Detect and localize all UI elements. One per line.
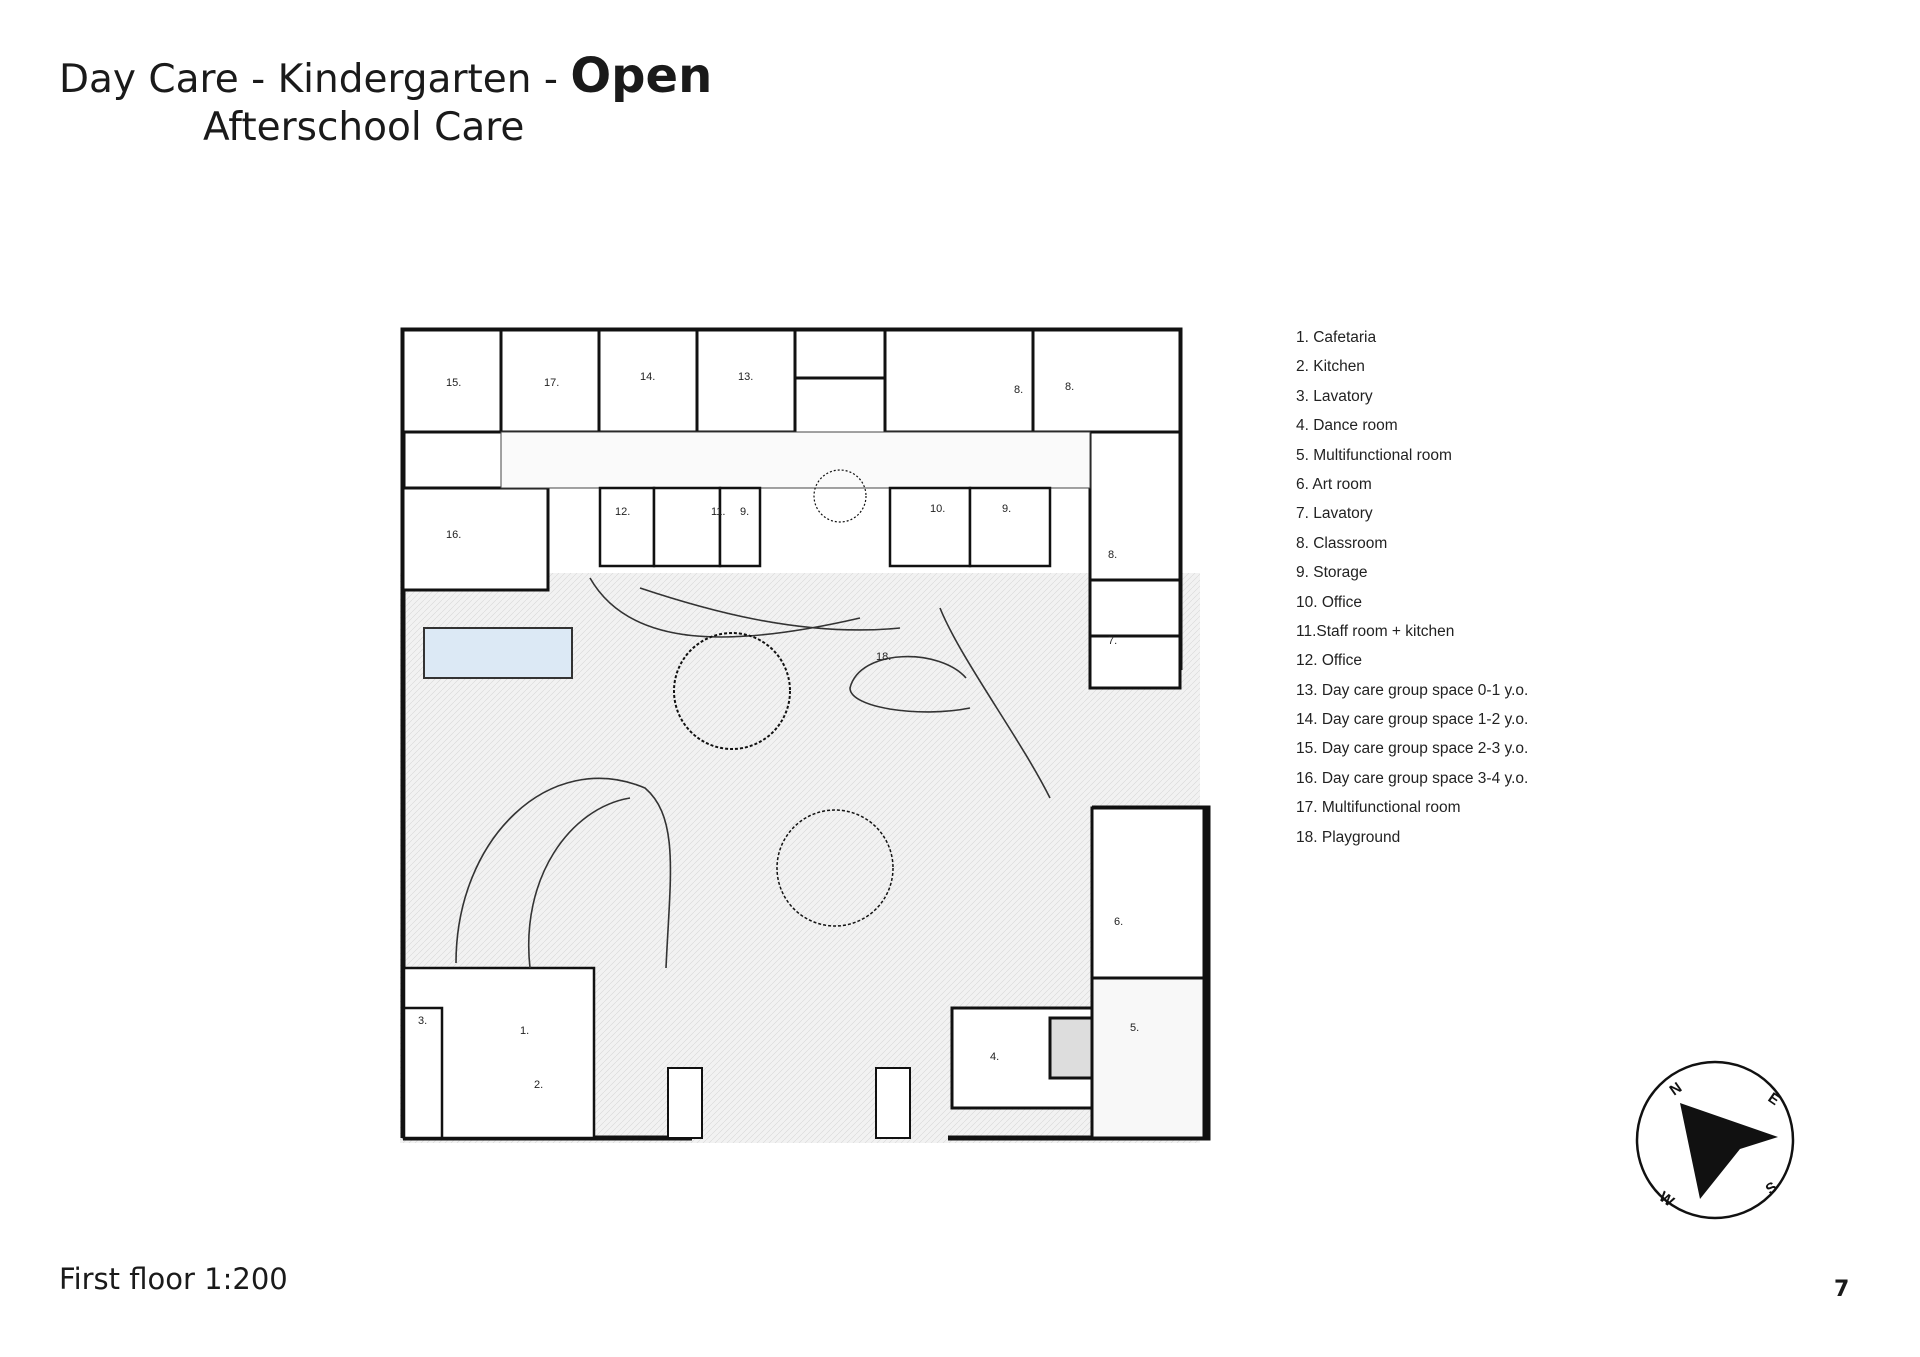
legend-item: 6. Art room (1296, 475, 1372, 493)
legend-item: 1. Cafetaria (1296, 329, 1377, 346)
room-label-2: 2. (534, 1079, 544, 1091)
room-label-12: 12. (615, 506, 631, 518)
title-text: Day Care - Kindergarten - (59, 57, 571, 102)
room-label-4: 4. (990, 1051, 1000, 1063)
room-label-7: 7. (1108, 635, 1118, 647)
room-label-3: 3. (418, 1015, 428, 1027)
legend-item: 15. Day care group space 2-3 y.o. (1296, 740, 1529, 758)
page-title (59, 48, 713, 104)
room-legend (1296, 323, 1528, 852)
legend-item: 9. Storage (1296, 564, 1368, 582)
corridor (501, 432, 1090, 488)
legend-item: 7. Lavatory (1296, 505, 1373, 523)
room-label-11: 11. (711, 506, 726, 518)
room-label-6: 6. (1114, 916, 1124, 928)
legend-item: 11.Staff room + kitchen (1296, 622, 1455, 640)
room-label-15: 15. (446, 377, 462, 389)
floor-scale-label: First floor 1:200 (59, 1262, 288, 1296)
floor-plan (400, 318, 1240, 1158)
legend-item: 18. Playground (1296, 828, 1401, 846)
legend-item: 4. Dance room (1296, 417, 1398, 435)
compass-e: E (1764, 1089, 1783, 1110)
legend-item: 3. Lavatory (1296, 387, 1373, 405)
room-label-8c: 8. (1108, 549, 1118, 561)
pool (424, 628, 572, 678)
page-subtitle: Afterschool Care (203, 105, 525, 150)
room-label-9b: 9. (1002, 503, 1012, 515)
room-label-14: 14. (640, 371, 656, 383)
legend-item: 5. Multifunctional room (1296, 446, 1452, 464)
room-label-9a: 9. (740, 506, 750, 518)
legend-item: 13. Day care group space 0-1 y.o. (1296, 681, 1529, 699)
compass-s: S (1762, 1178, 1781, 1199)
southwest-block (404, 968, 594, 1138)
compass-n: N (1666, 1079, 1686, 1100)
room-label-18: 18. (876, 651, 892, 663)
room-label-8a: 8. (1014, 384, 1024, 396)
page-number: 7 (1834, 1277, 1850, 1302)
north-arrow-compass (1628, 1053, 1802, 1227)
legend-item: 10. Office (1296, 593, 1363, 611)
legend-item: 17. Multifunctional room (1296, 799, 1461, 817)
title-emphasis: Open (570, 48, 713, 104)
legend-item: 8. Classroom (1296, 534, 1388, 552)
legend-item: 12. Office (1296, 652, 1363, 670)
room-label-16: 16. (446, 529, 462, 541)
room-label-13: 13. (738, 371, 754, 383)
room-label-8b: 8. (1065, 381, 1075, 393)
room-label-17: 17. (544, 377, 560, 389)
legend-item: 2. Kitchen (1296, 358, 1365, 376)
central-block (600, 488, 1050, 566)
compass-w: W (1655, 1188, 1678, 1211)
legend-item: 14. Day care group space 1-2 y.o. (1296, 711, 1529, 729)
room-label-10: 10. (930, 503, 946, 515)
room-label-5: 5. (1130, 1022, 1140, 1034)
legend-item: 16. Day care group space 3-4 y.o. (1296, 769, 1529, 787)
room-label-1: 1. (520, 1025, 530, 1037)
